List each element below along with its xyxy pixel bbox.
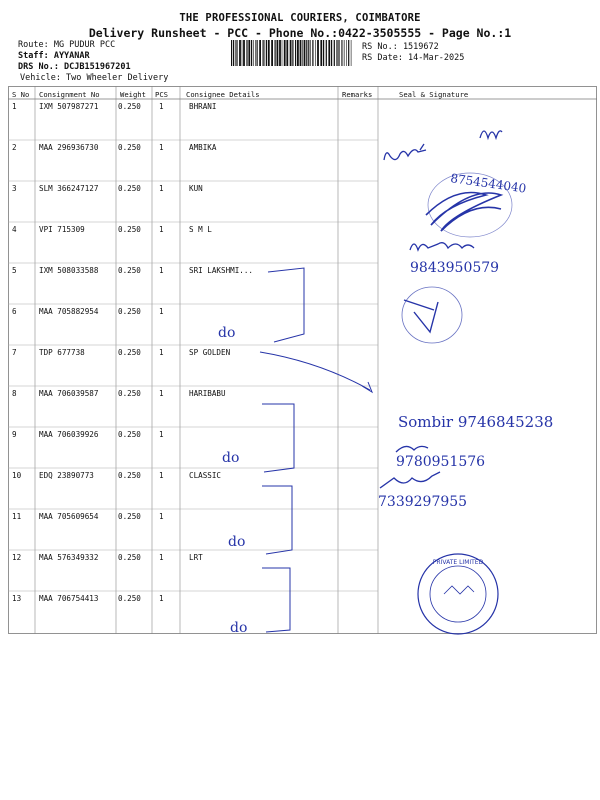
cell-sno: 7	[12, 348, 17, 357]
cell-sno: 10	[12, 471, 22, 480]
signature-row9	[396, 446, 428, 452]
rs-date: RS Date: 14-Mar-2025	[362, 53, 465, 63]
cell-sno: 5	[12, 266, 17, 275]
runsheet-subtitle: Delivery Runsheet - PCC - Phone No.:0422-3505555 - Page No.:1	[88, 26, 512, 40]
col-header-sno: S No	[12, 90, 30, 99]
col-header-consignee: Consignee Details	[186, 90, 260, 99]
cell-sno: 3	[12, 184, 17, 193]
cell-consignment-no: MAA 705882954	[39, 307, 99, 316]
cell-consignment-no: MAA 296936730	[39, 143, 99, 152]
cell-consignee: KUN	[189, 184, 203, 193]
signature-row4	[410, 243, 474, 250]
staff-label: Staff: AYYANAR	[18, 51, 90, 61]
ditto-mark-3: do	[228, 534, 246, 550]
cell-weight: 0.250	[118, 471, 141, 480]
cell-consignee: S M L	[189, 225, 212, 234]
cell-pcs: 1	[159, 184, 164, 193]
cell-weight: 0.250	[118, 594, 141, 603]
cell-consignment-no: VPI 715309	[39, 225, 85, 234]
cell-consignment-no: MAA 706039926	[39, 430, 99, 439]
cell-pcs: 1	[159, 143, 164, 152]
cell-sno: 13	[12, 594, 22, 603]
handwritten-name-phone: Sombir 9746845238	[398, 413, 554, 431]
cell-weight: 0.250	[118, 266, 141, 275]
ditto-bracket-4	[262, 568, 290, 632]
cell-sno: 11	[12, 512, 22, 521]
cell-pcs: 1	[159, 102, 164, 111]
cell-weight: 0.250	[118, 307, 141, 316]
cell-weight: 0.250	[118, 512, 141, 521]
cell-pcs: 1	[159, 471, 164, 480]
handwritten-phone-4: 7339297955	[378, 494, 468, 510]
col-header-seal-signature: Seal & Signature	[399, 90, 469, 99]
arrow-to-signature	[260, 352, 372, 392]
cell-pcs: 1	[159, 594, 164, 603]
ditto-mark-1: do	[218, 325, 236, 341]
ditto-bracket-3	[262, 486, 292, 554]
cell-sno: 4	[12, 225, 17, 234]
cell-sno: 8	[12, 389, 17, 398]
cell-pcs: 1	[159, 307, 164, 316]
ditto-mark-4: do	[230, 620, 248, 636]
cell-consignee: BHRANI	[189, 102, 217, 111]
cell-pcs: 1	[159, 430, 164, 439]
ditto-bracket-1	[268, 268, 304, 342]
cell-consignee: AMBIKA	[189, 143, 217, 152]
cell-pcs: 1	[159, 553, 164, 562]
company-stamp	[418, 554, 498, 634]
cell-consignment-no: MAA 706754413	[39, 594, 99, 603]
cell-pcs: 1	[159, 389, 164, 398]
route-label: Route: MG PUDUR PCC	[18, 40, 116, 50]
col-header-remarks: Remarks	[342, 90, 373, 99]
vehicle-label: Vehicle: Two Wheeler Delivery	[20, 73, 169, 83]
cell-weight: 0.250	[118, 553, 141, 562]
cell-consignment-no: MAA 706039587	[39, 389, 99, 398]
cell-consignee: HARIBABU	[189, 389, 226, 398]
cell-consignment-no: IXM 508033588	[39, 266, 99, 275]
cell-consignee: CLASSIC	[189, 471, 222, 480]
ditto-mark-2: do	[222, 450, 240, 466]
signature-row6	[404, 300, 438, 332]
cell-consignee: SP GOLDEN	[189, 348, 231, 357]
stamp-text: PRIVATE LIMITED	[432, 559, 484, 566]
cell-pcs: 1	[159, 266, 164, 275]
cell-consignment-no: MAA 576349332	[39, 553, 99, 562]
cell-consignment-no: EDQ 23890773	[39, 471, 94, 480]
cell-sno: 2	[12, 143, 17, 152]
cell-weight: 0.250	[118, 348, 141, 357]
cell-sno: 6	[12, 307, 17, 316]
col-header-consignment: Consignment No	[39, 90, 100, 99]
handwritten-phone-1: 8754544040	[449, 171, 528, 196]
cell-sno: 12	[12, 553, 22, 562]
cell-weight: 0.250	[118, 143, 141, 152]
signature-row10	[380, 472, 440, 488]
col-header-weight: Weight	[120, 90, 146, 99]
cell-pcs: 1	[159, 348, 164, 357]
cell-weight: 0.250	[118, 430, 141, 439]
cell-consignment-no: MAA 705609654	[39, 512, 99, 521]
cell-weight: 0.250	[118, 389, 141, 398]
drs-number: DRS No.: DCJB151967201	[18, 62, 131, 72]
cell-consignee: LRT	[189, 553, 203, 562]
col-header-pcs: PCS	[155, 90, 168, 99]
seal-impression-2	[402, 287, 462, 343]
company-title: THE PROFESSIONAL COURIERS, COIMBATORE	[179, 12, 421, 24]
ditto-bracket-2	[262, 404, 294, 472]
handwritten-phone-3: 9780951576	[396, 454, 486, 470]
cell-weight: 0.250	[118, 184, 141, 193]
cell-sno: 9	[12, 430, 17, 439]
cell-weight: 0.250	[118, 225, 141, 234]
cell-consignment-no: IXM 507987271	[39, 102, 99, 111]
signature-row2	[384, 144, 426, 160]
cell-pcs: 1	[159, 512, 164, 521]
cell-weight: 0.250	[118, 102, 141, 111]
rs-number: RS No.: 1519672	[362, 42, 439, 52]
signature-row1	[480, 131, 502, 138]
cell-consignment-no: TDP 677738	[39, 348, 85, 357]
cell-consignee: SRI LAKSHMI...	[189, 266, 254, 275]
cell-pcs: 1	[159, 225, 164, 234]
cell-sno: 1	[12, 102, 17, 111]
handwritten-phone-2: 9843950579	[410, 260, 500, 276]
cell-consignment-no: SLM 366247127	[39, 184, 99, 193]
